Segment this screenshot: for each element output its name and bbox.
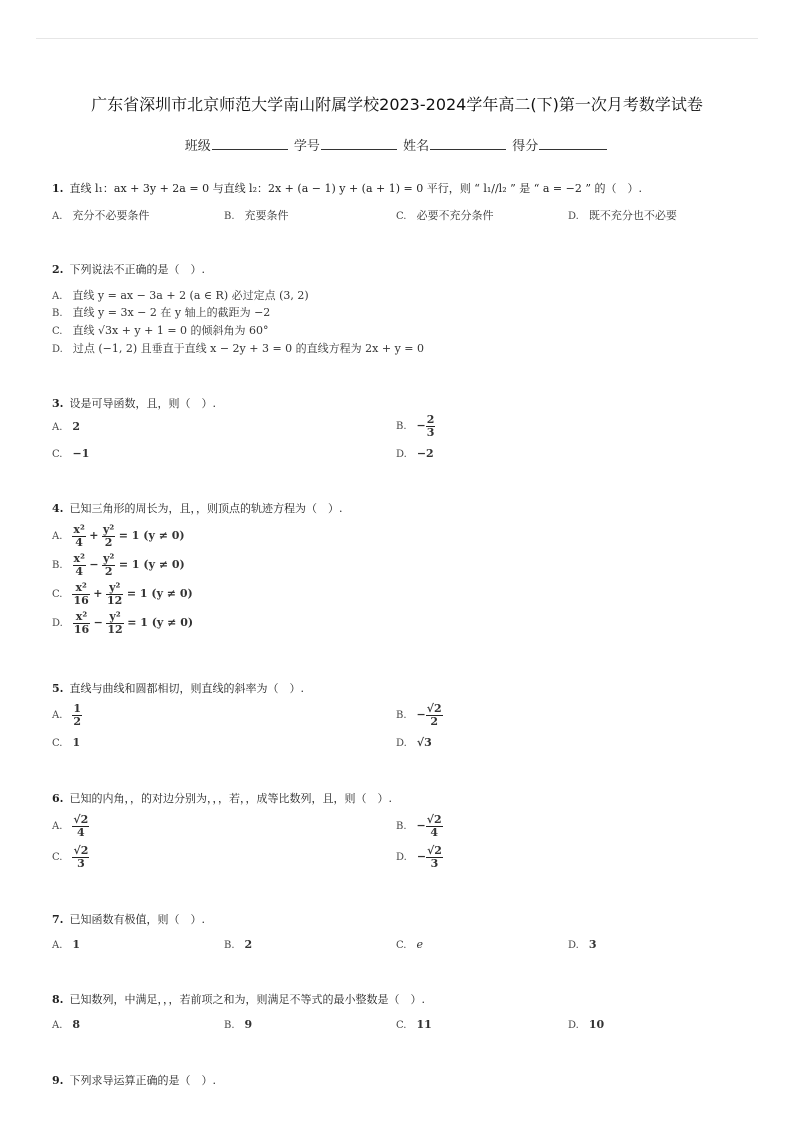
q3-option-b[interactable]: B. − $\frac{2}{3}$ bbox=[396, 413, 435, 439]
question-text: 设是可导函数，且，则（ ）. bbox=[69, 397, 216, 410]
question-text: 已知的内角，，的对边分别为，，，若，，成等比数列，且，则（ ）. bbox=[69, 792, 392, 805]
q2-option-c[interactable]: C. 直线 √3x + y + 1 = 0 的倾斜角为 60° bbox=[52, 324, 269, 337]
q2-option-a[interactable]: A. 直线 y = ax − 3a + 2 (a ∈ R) 必过定点 (3, 2) bbox=[52, 289, 309, 302]
q5-option-c[interactable]: C. 1 bbox=[52, 736, 81, 749]
q7-option-a[interactable]: A. 1 bbox=[52, 938, 81, 951]
question-4 bbox=[52, 500, 342, 516]
question-3 bbox=[52, 395, 216, 411]
name-label: 姓名 bbox=[403, 139, 430, 154]
question-number: 3. bbox=[52, 397, 64, 410]
question-1 bbox=[52, 180, 642, 196]
q6-option-a[interactable]: A. $\frac{√2}{4}$ bbox=[52, 813, 89, 839]
q2-option-b[interactable]: B. 直线 y = 3x − 2 在 y 轴上的截距为 −2 bbox=[52, 306, 271, 319]
id-blank[interactable] bbox=[321, 137, 397, 150]
q6-option-c[interactable]: C. $\frac{√2}{3}$ bbox=[52, 844, 89, 870]
question-text: 下列说法不正确的是（ ）. bbox=[69, 263, 205, 276]
q5-option-d[interactable]: D. √3 bbox=[396, 736, 432, 749]
name-blank[interactable] bbox=[430, 137, 506, 150]
q7-option-d[interactable]: D. 3 bbox=[568, 938, 597, 951]
id-label: 学号 bbox=[293, 139, 320, 154]
q4-option-d[interactable]: D. $\frac{\text{x²}}{16}$ − $\frac{\text{y²}}{12}$ = 1 (y ≠ 0) bbox=[52, 610, 194, 636]
question-text: 已知函数有极值，则（ ）. bbox=[69, 913, 205, 926]
score-label: 得分 bbox=[512, 139, 539, 154]
question-text: 已知三角形的周长为，且，，则顶点的轨迹方程为（ ）. bbox=[69, 502, 343, 515]
question-number: 1. bbox=[52, 182, 64, 195]
q5-option-b[interactable]: B. − $\frac{√2}{2}$ bbox=[396, 702, 442, 728]
student-info-line bbox=[0, 135, 794, 154]
q1-option-d[interactable]: D. 既不充分也不必要 bbox=[568, 209, 677, 222]
q3-option-c[interactable]: C. −1 bbox=[52, 447, 90, 460]
question-9 bbox=[52, 1072, 216, 1088]
q8-option-b[interactable]: B. 9 bbox=[224, 1018, 253, 1031]
question-number: 7. bbox=[52, 913, 64, 926]
q8-option-c[interactable]: C. 11 bbox=[396, 1018, 432, 1031]
q6-option-b[interactable]: B. − $\frac{√2}{4}$ bbox=[396, 813, 442, 839]
q5-option-a[interactable]: A. $\frac{1}{2}$ bbox=[52, 702, 82, 728]
q4-option-b[interactable]: B. $\frac{\text{x²}}{4}$ − $\frac{\text{y²}}{2}$ = 1 (y ≠ 0) bbox=[52, 552, 185, 578]
question-text: 下列求导运算正确的是（ ）. bbox=[69, 1074, 216, 1087]
q8-option-a[interactable]: A. 8 bbox=[52, 1018, 81, 1031]
score-blank[interactable] bbox=[539, 137, 607, 150]
q1-option-b[interactable]: B. 充要条件 bbox=[224, 209, 289, 222]
q7-option-b[interactable]: B. 2 bbox=[224, 938, 253, 951]
q3-option-a[interactable]: A. 2 bbox=[52, 420, 81, 433]
q6-option-d[interactable]: D. − $\frac{√2}{3}$ bbox=[396, 844, 442, 870]
question-number: 8. bbox=[52, 993, 64, 1006]
q7-option-c[interactable]: C. e bbox=[396, 938, 423, 951]
question-7 bbox=[52, 911, 205, 927]
question-number: 9. bbox=[52, 1074, 64, 1087]
question-text: 直线与曲线和圆都相切，则直线的斜率为（ ）. bbox=[69, 682, 304, 695]
question-number: 4. bbox=[52, 502, 64, 515]
question-number: 6. bbox=[52, 792, 64, 805]
q3-option-d[interactable]: D. −2 bbox=[396, 447, 434, 460]
q4-option-a[interactable]: A. $\frac{\text{x²}}{4}$ + $\frac{\text{y²}}{2}$ = 1 (y ≠ 0) bbox=[52, 523, 185, 549]
question-number: 2. bbox=[52, 263, 64, 276]
question-number: 5. bbox=[52, 682, 64, 695]
question-2 bbox=[52, 261, 205, 277]
q4-option-c[interactable]: C. $\frac{\text{x²}}{16}$ + $\frac{\text{y²}}{12}$ = 1 (y ≠ 0) bbox=[52, 581, 193, 607]
class-blank[interactable] bbox=[212, 137, 288, 150]
q8-option-d[interactable]: D. 10 bbox=[568, 1018, 605, 1031]
q2-option-d[interactable]: D. 过点 (−1, 2) 且垂直于直线 x − 2y + 3 = 0 的直线方程为 2x + y = 0 bbox=[52, 342, 424, 355]
q1-option-c[interactable]: C. 必要不充分条件 bbox=[396, 209, 494, 222]
exam-title: 广东省深圳市北京师范大学南山附属学校2023-2024学年高二(下)第一次月考数学试卷 bbox=[91, 95, 703, 114]
question-8 bbox=[52, 991, 425, 1007]
question-6 bbox=[52, 790, 392, 806]
question-text: 直线 l₁：ax + 3y + 2a = 0 与直线 l₂：2x + (a − 1) y + (a + 1) = 0 平行，则 “ l₁//l₂ ” 是 “ a = −2 ” 的（ ）. bbox=[69, 182, 642, 195]
header-divider bbox=[36, 38, 758, 39]
question-text: 已知数列，中满足，，，若前项之和为，则满足不等式的最小整数是（ ）. bbox=[69, 993, 425, 1006]
class-label: 班级 bbox=[184, 139, 211, 154]
question-5 bbox=[52, 680, 304, 696]
fraction: $\frac{2}{3}$ bbox=[426, 413, 435, 439]
q1-option-a[interactable]: A. 充分不必要条件 bbox=[52, 209, 150, 222]
